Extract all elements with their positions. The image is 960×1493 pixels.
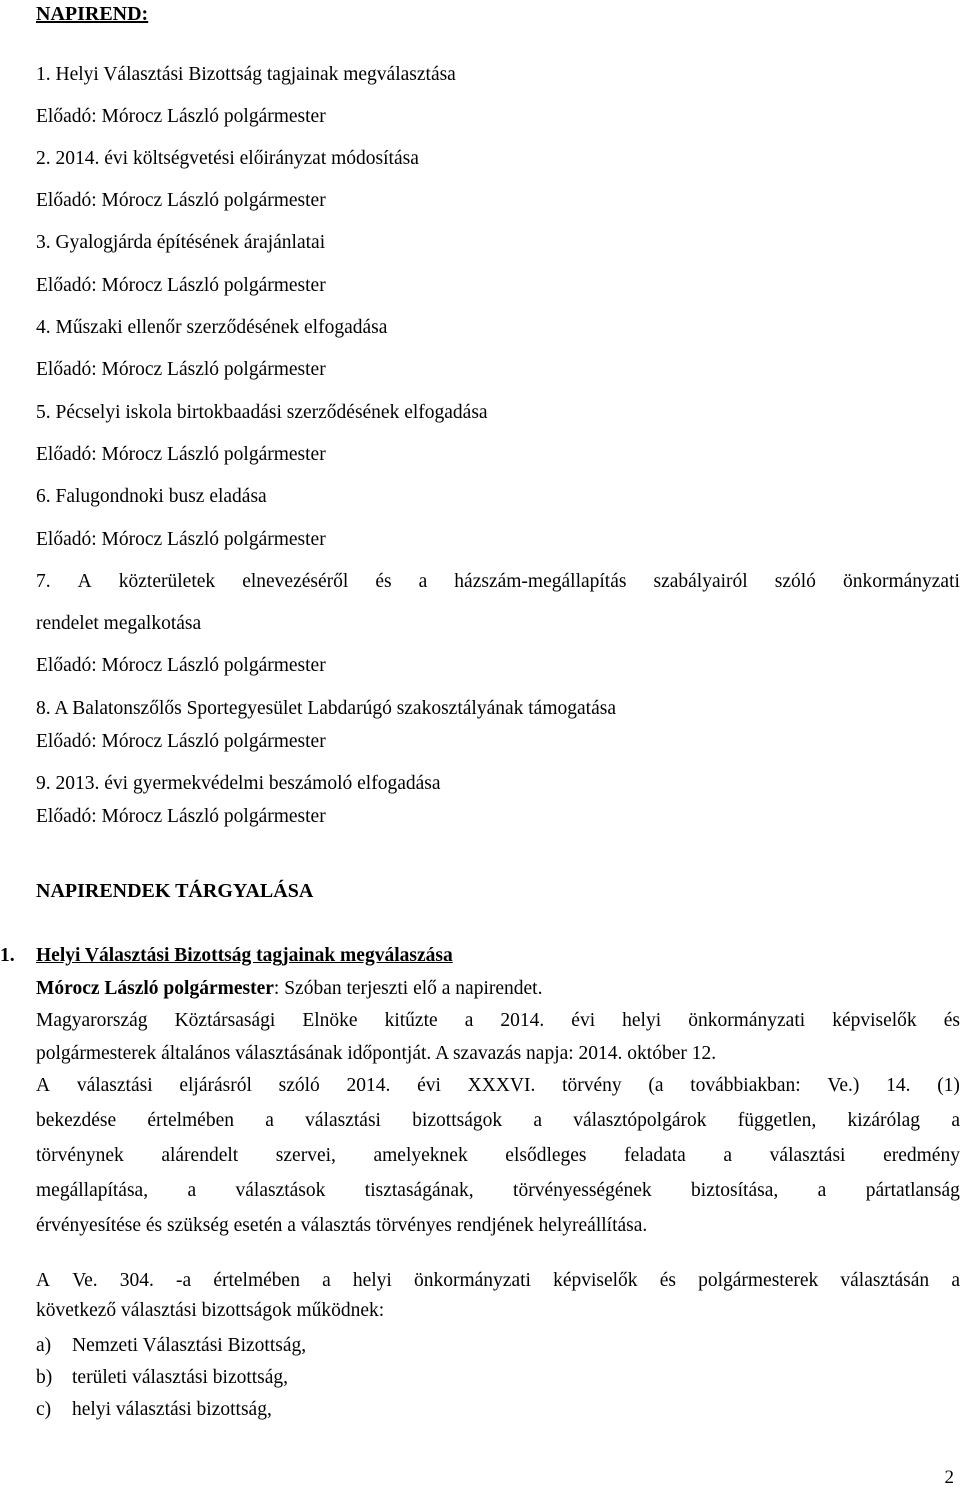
word: a xyxy=(418,571,428,592)
word: (a xyxy=(648,1075,664,1096)
word: tisztaságának, xyxy=(364,1180,474,1201)
word: kitűzte xyxy=(384,1010,438,1031)
word: a xyxy=(265,1110,274,1131)
word: a xyxy=(723,1145,733,1166)
list-text: helyi választási bizottság, xyxy=(72,1399,272,1420)
word: szóló xyxy=(278,1075,320,1096)
word: helyi xyxy=(622,1010,662,1031)
word: 2014. xyxy=(500,1010,545,1031)
agenda-speaker-3: Előadó: Mórocz László polgármester xyxy=(36,275,326,296)
section-heading: NAPIRENDEK TÁRGYALÁSA xyxy=(36,880,314,902)
word: önkormányzati xyxy=(688,1010,806,1031)
list-marker: a) xyxy=(36,1335,52,1356)
word: szervei, xyxy=(275,1145,336,1166)
word: helyi xyxy=(352,1270,392,1291)
word: 7. xyxy=(36,571,51,592)
paragraph-1-line-2: polgármesterek általános választásának időpontját. A szavazás napja: 2014. október 12. xyxy=(36,1043,717,1064)
word: törvénynek xyxy=(36,1145,124,1166)
agenda-item-4: 4. Műszaki ellenőr szerződésének elfogadása xyxy=(36,317,388,338)
word: A xyxy=(77,571,92,592)
word: értelmében xyxy=(147,1110,234,1131)
word: a xyxy=(464,1010,474,1031)
agenda-speaker-5: Előadó: Mórocz László polgármester xyxy=(36,444,326,465)
word: 2014. xyxy=(346,1075,391,1096)
word: elsődleges xyxy=(505,1145,587,1166)
agenda-speaker-4: Előadó: Mórocz László polgármester xyxy=(36,359,326,380)
word: pártatlanság xyxy=(865,1180,960,1201)
paragraph-2-line-4 xyxy=(36,1179,960,1203)
word: képviselők xyxy=(553,1270,638,1291)
agenda-item-8: 8. A Balatonszőlős Sportegyesület Labdarúgó szakosztályának támogatása xyxy=(36,698,616,719)
word: házszám-megállapítás xyxy=(454,571,627,592)
word: törvényességének xyxy=(513,1180,652,1201)
agenda-speaker-8: Előadó: Mórocz László polgármester xyxy=(36,731,326,752)
word: továbbiakban: xyxy=(690,1075,801,1096)
list-item xyxy=(36,1398,272,1422)
word: eljárásról xyxy=(179,1075,252,1096)
word: elnevezéséről xyxy=(242,571,349,592)
word: törvény xyxy=(562,1075,622,1096)
document-title: NAPIREND: xyxy=(36,3,149,25)
agenda-speaker-6: Előadó: Mórocz László polgármester xyxy=(36,529,326,550)
word: eredmény xyxy=(883,1145,960,1166)
word: és xyxy=(659,1270,676,1291)
word: 304. xyxy=(119,1270,154,1291)
word: évi xyxy=(417,1075,441,1096)
agenda-speaker-7: Előadó: Mórocz László polgármester xyxy=(36,655,326,676)
list-text: Nemzeti Választási Bizottság, xyxy=(72,1335,307,1356)
section-1-speaker-row xyxy=(36,977,542,1001)
word: A xyxy=(36,1075,51,1096)
section-1-number: 1. xyxy=(0,945,15,966)
word: bekezdése xyxy=(36,1110,117,1131)
speaker-text: : Szóban terjeszti elő a napirendet. xyxy=(273,978,543,999)
word: Magyarország xyxy=(36,1010,148,1031)
agenda-item-2: 2. 2014. évi költségvetési előirányzat módosítása xyxy=(36,148,419,169)
list-item xyxy=(36,1366,288,1390)
word: a xyxy=(951,1110,960,1131)
word: közterületek xyxy=(118,571,216,592)
word: kizárólag xyxy=(847,1110,921,1131)
word: megállapítása, xyxy=(36,1180,149,1201)
word: választási xyxy=(305,1110,381,1131)
word: amelyeknek xyxy=(373,1145,468,1166)
paragraph-3-line-1 xyxy=(36,1269,960,1293)
word: Ve.) xyxy=(827,1075,860,1096)
agenda-speaker-1: Előadó: Mórocz László polgármester xyxy=(36,106,326,127)
word: Köztársasági xyxy=(174,1010,276,1031)
word: választási xyxy=(769,1145,846,1166)
paragraph-3-line-2: következő választási bizottságok működnek: xyxy=(36,1300,385,1321)
word: évi xyxy=(571,1010,596,1031)
word: alárendelt xyxy=(161,1145,239,1166)
list-text: területi választási bizottság, xyxy=(72,1367,289,1388)
agenda-speaker-2: Előadó: Mórocz László polgármester xyxy=(36,190,326,211)
word: értelmében xyxy=(213,1270,300,1291)
word: választópolgárok xyxy=(573,1110,707,1131)
word: a xyxy=(187,1180,197,1201)
agenda-item-7-continuation: rendelet megalkotása xyxy=(36,613,202,634)
list-marker: c) xyxy=(36,1399,52,1420)
word: bizottságok xyxy=(412,1110,503,1131)
word: Ve. xyxy=(72,1270,98,1291)
agenda-item-6: 6. Falugondnoki busz eladása xyxy=(36,486,267,507)
word: XXXVI. xyxy=(467,1075,536,1096)
page-number: 2 xyxy=(944,1467,954,1488)
word: önkormányzati xyxy=(842,571,960,592)
word: választások xyxy=(235,1180,326,1201)
agenda-speaker-9: Előadó: Mórocz László polgármester xyxy=(36,806,326,827)
word: Elnöke xyxy=(302,1010,358,1031)
agenda-item-7 xyxy=(36,570,960,594)
word: polgármesterek xyxy=(698,1270,819,1291)
agenda-item-5: 5. Pécselyi iskola birtokbaadási szerződésének elfogadása xyxy=(36,402,488,423)
section-1-title-row xyxy=(0,944,453,968)
agenda-item-1: 1. Helyi Választási Bizottság tagjainak megválasztása xyxy=(36,64,456,85)
word: a xyxy=(817,1180,827,1201)
word: szóló xyxy=(774,571,816,592)
word: képviselők xyxy=(832,1010,917,1031)
section-1-title: Helyi Választási Bizottság tagjainak megválaszása xyxy=(36,945,453,966)
list-item xyxy=(36,1334,306,1358)
word: független, xyxy=(737,1110,817,1131)
word: biztosítása, xyxy=(691,1180,779,1201)
agenda-item-3: 3. Gyalogjárda építésének árajánlatai xyxy=(36,232,326,253)
list-marker: b) xyxy=(36,1367,53,1388)
paragraph-2-line-3 xyxy=(36,1144,960,1168)
word: a xyxy=(951,1270,960,1291)
word: önkormányzati xyxy=(413,1270,531,1291)
paragraph-2-line-5: érvényesítése és szükség esetén a választás törvényes rendjének helyreállítása. xyxy=(36,1215,648,1236)
word: választásán xyxy=(840,1270,930,1291)
word: feladata xyxy=(624,1145,686,1166)
agenda-item-9: 9. 2013. évi gyermekvédelmi beszámoló elfogadása xyxy=(36,773,441,794)
word: a xyxy=(322,1270,331,1291)
word: és xyxy=(943,1010,960,1031)
paragraph-1-line-1 xyxy=(36,1009,960,1033)
word: és xyxy=(375,571,392,592)
word: a xyxy=(533,1110,543,1131)
word: szabályairól xyxy=(653,571,748,592)
paragraph-2-line-2 xyxy=(36,1109,960,1133)
word: (1) xyxy=(937,1075,960,1096)
word: 14. xyxy=(886,1075,911,1096)
speaker-name: Mórocz László polgármester xyxy=(36,978,274,999)
word: -a xyxy=(176,1270,192,1291)
paragraph-2-line-1 xyxy=(36,1074,960,1098)
word: A xyxy=(36,1270,51,1291)
word: választási xyxy=(76,1075,153,1096)
